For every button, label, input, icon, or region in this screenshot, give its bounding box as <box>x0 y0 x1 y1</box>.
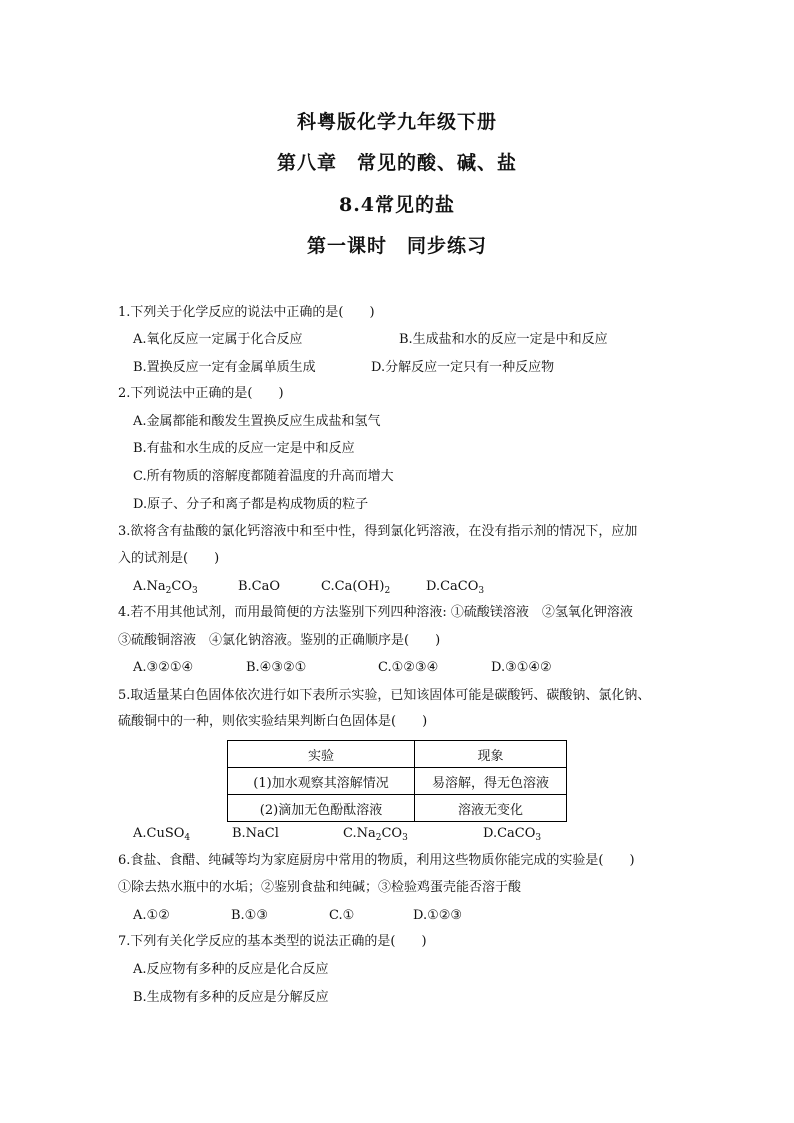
question-5-option-d: D.CaCO$_3$ <box>483 826 542 843</box>
question-3-option-c: $C.Ca(OH)_2$ <box>321 579 391 596</box>
question-5-option-b: B.NaCl <box>232 826 279 841</box>
chapter-title: 第八章 常见的酸、碱、盐 <box>276 152 517 174</box>
question-6-stem-line2: ①除去热水瓶中的水垢；②鉴别食盐和纯碱；③检验鸡蛋壳能否溶于酸 <box>118 880 522 895</box>
question-6-option-d: D.①②③ <box>413 908 463 923</box>
question-3-stem-line2: 入的试剂是( ) <box>118 551 220 566</box>
experiment-table <box>227 740 567 822</box>
worksheet-title: 科粤版化学九年级下册 <box>296 111 497 133</box>
question-3-option-d: D.CaCO$_3$ <box>426 579 485 596</box>
table-cell: (2)滴加无色酚酞溶液 <box>228 795 415 822</box>
question-2-option-c: C.所有物质的溶解度都随着温度的升高而增大 <box>133 469 394 484</box>
question-5-stem-line2: 硫酸铜中的一种，则依实验结果判断白色固体是( ) <box>118 714 428 729</box>
table-header-cell: 实验 <box>228 741 415 768</box>
question-2-option-d: D.原子、分子和离子都是构成物质的粒子 <box>133 497 369 512</box>
question-3-option-a: $A.Na_2CO_3$ <box>133 579 198 596</box>
question-1-stem: 1.下列关于化学反应的说法中正确的是( ) <box>118 305 375 320</box>
table-header-cell: 现象 <box>415 741 567 768</box>
question-1-option-b: B.生成盐和水的反应一定是中和反应 <box>399 332 608 347</box>
table-row <box>228 795 567 822</box>
question-2-option-b: B.有盐和水生成的反应一定是中和反应 <box>133 441 355 456</box>
question-5-stem-line1: 5.取适量某白色固体依次进行如下表所示实验，已知该固体可能是碳酸钙、碳酸钠、氯化钠、 <box>118 688 651 703</box>
question-2-option-a: A.金属都能和酸发生置换反应生成盐和氢气 <box>133 414 381 429</box>
question-1-option-a: A.氧化反应一定属于化合反应 <box>133 332 303 347</box>
question-4-option-c: C.①②③④ <box>378 660 439 675</box>
table-cell: 溶液无变化 <box>415 795 567 822</box>
question-6-option-c: C.① <box>329 908 355 923</box>
table-header-row <box>228 741 567 768</box>
question-6-option-a: A.①② <box>133 908 170 923</box>
table-cell: 易溶解，得无色溶液 <box>415 768 567 795</box>
question-3-stem-line1: 3.欲将含有盐酸的氯化钙溶液中和至中性，得到氯化钙溶液，在没有指示剂的情况下，应加 <box>118 524 638 539</box>
question-4-stem-line2: ③硫酸铜溶液 ④氯化钠溶液。鉴别的正确顺序是( ) <box>118 633 441 648</box>
table-row <box>228 768 567 795</box>
question-4-option-a: A.③②①④ <box>133 660 194 675</box>
question-6-stem-line1: 6.食盐、食醋、纯碱等均为家庭厨房中常用的物质，利用这些物质你能完成的实验是( ) <box>118 853 635 868</box>
section-title: 8.4常见的盐 <box>338 194 456 216</box>
question-7-option-a: A.反应物有多种的反应是化合反应 <box>133 962 329 977</box>
question-7-stem: 7.下列有关化学反应的基本类型的说法正确的是( ) <box>118 934 427 949</box>
question-3-option-b: B.CaO <box>238 579 281 594</box>
question-5-option-c: $C.Na_2CO_3$ <box>343 826 408 843</box>
lesson-title: 第一课时 同步练习 <box>306 235 487 257</box>
question-1-option-d: D.分解反应一定只有一种反应物 <box>371 360 555 375</box>
question-1-option-c: B.置换反应一定有金属单质生成 <box>133 360 316 375</box>
question-7-option-b: B.生成物有多种的反应是分解反应 <box>133 990 329 1005</box>
question-5-option-a: A.CuSO$_4$ <box>133 826 191 843</box>
question-4-option-b: B.④③②① <box>246 660 307 675</box>
question-2-stem: 2.下列说法中正确的是( ) <box>118 386 284 401</box>
question-6-option-b: B.①③ <box>231 908 268 923</box>
table-cell: (1)加水观察其溶解情况 <box>228 768 415 795</box>
question-4-option-d: D.③①④② <box>491 660 552 675</box>
question-4-stem-line1: 4.若不用其他试剂，而用最简便的方法鉴别下列四种溶液: ①硫酸镁溶液 ②氢氧化钾溶液 <box>118 605 633 620</box>
